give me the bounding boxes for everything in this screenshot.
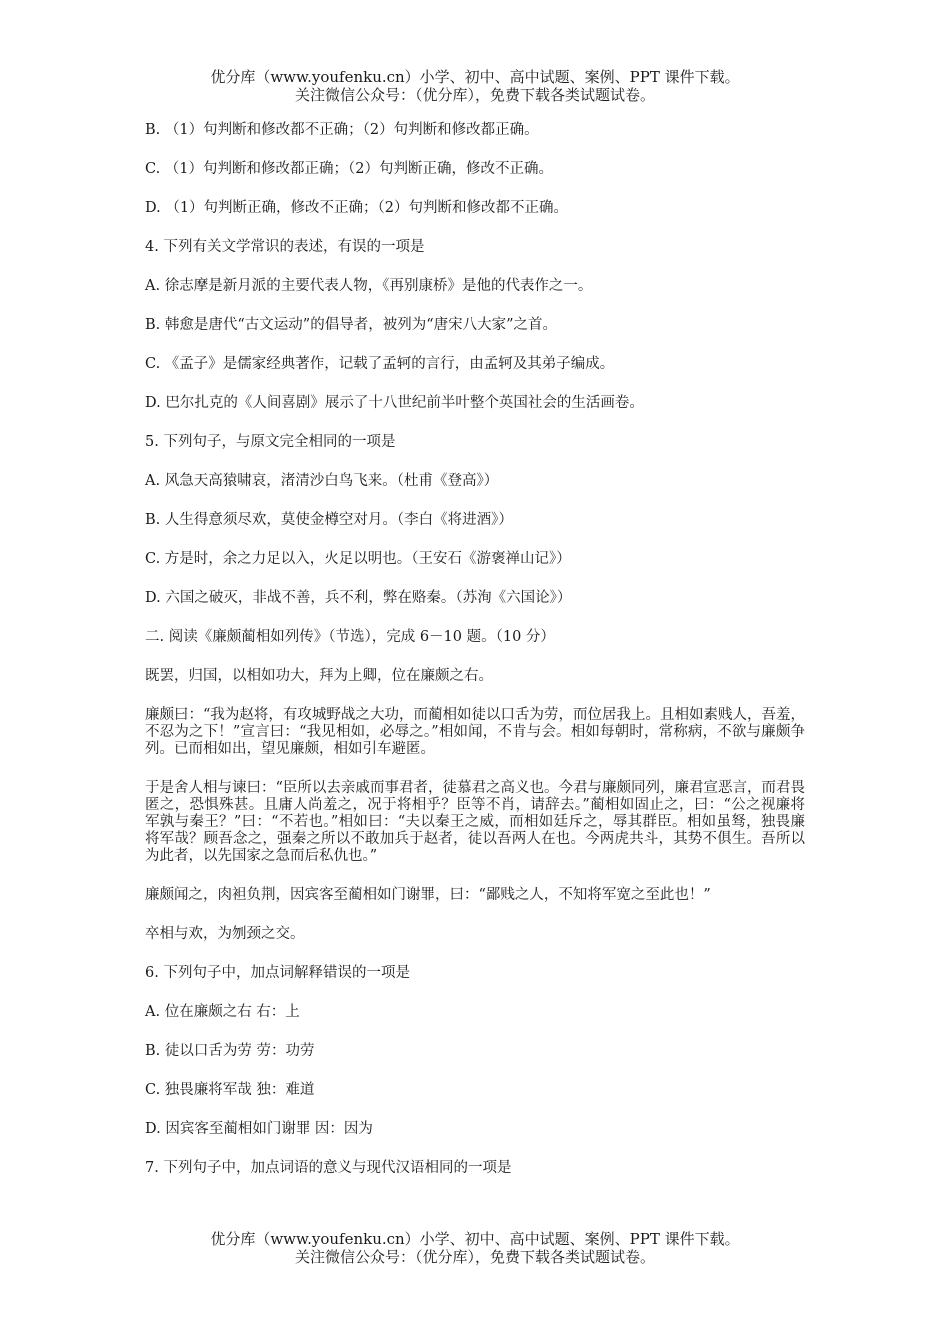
document-body	[145, 122, 805, 1199]
passage-paragraph-5: 卒相与欢，为刎颈之交。	[145, 926, 305, 942]
q3-option-d: D. （1）句判断正确，修改不正确；（2）句判断和修改都不正确。	[145, 200, 569, 216]
q5-option-b: B. 人生得意须尽欢，莫使金樽空对月。（李白《将进酒》）	[145, 512, 513, 528]
header-line-1: 优分库（www.youfenku.cn）小学、初中、高中试题、案例、PPT 课件下载。	[210, 68, 740, 86]
passage-paragraph-2: 廉颇曰：“我为赵将，有攻城野战之大功，而蔺相如徒以口舌为劳，而位居我上。且相如素贱人，吾羞，不忍为之下！”宣言曰：“我见相如，必辱之。”相如闻，不肯与会。相如每朝时，常称病，不欲与廉颇争列。已而相如出，望见廉颇，相如引车避匿。	[145, 707, 805, 757]
q6-option-c: C. 独畏廉将军哉 独：难道	[145, 1082, 315, 1098]
q4-option-c: C. 《孟子》是儒家经典著作，记载了孟轲的言行，由孟轲及其弟子编成。	[145, 356, 615, 372]
q6-option-a: A. 位在廉颇之右 右：上	[145, 1004, 300, 1020]
q5-option-d: D. 六国之破灭，非战不善，兵不利，弊在赂秦。（苏洵《六国论》）	[145, 590, 572, 606]
q4-option-a: A. 徐志摩是新月派的主要代表人物，《再别康桥》是他的代表作之一。	[145, 278, 593, 294]
q7-stem: 7. 下列句子中，加点词语的意义与现代汉语相同的一项是	[145, 1160, 512, 1176]
q5-stem: 5. 下列句子，与原文完全相同的一项是	[145, 434, 396, 450]
header-line-2: 关注微信公众号：（优分库），免费下载各类试题试卷。	[294, 86, 655, 104]
q6-stem: 6. 下列句子中，加点词解释错误的一项是	[145, 965, 410, 981]
q3-option-c: C. （1）句判断和修改都正确；（2）句判断正确，修改不正确。	[145, 161, 553, 177]
footer-line-1: 优分库（www.youfenku.cn）小学、初中、高中试题、案例、PPT 课件下载。	[210, 1230, 740, 1248]
q6-option-b: B. 徒以口舌为劳 劳：功劳	[145, 1043, 315, 1059]
q4-stem: 4. 下列有关文学常识的表述，有误的一项是	[145, 239, 425, 255]
q6-option-d: D. 因宾客至蔺相如门谢罪 因：因为	[145, 1121, 373, 1137]
section-2-title: 二. 阅读《廉颇蔺相如列传》（节选），完成 6－10 题。（10 分）	[145, 629, 555, 645]
q5-option-a: A. 风急天高猿啸哀，渚清沙白鸟飞来。（杜甫《登高》）	[145, 473, 499, 489]
passage-paragraph-1: 既罢，归国，以相如功大，拜为上卿，位在廉颇之右。	[145, 668, 493, 684]
q3-option-b: B. （1）句判断和修改都不正确；（2）句判断和修改都正确。	[145, 122, 539, 138]
q4-option-d: D. 巴尔扎克的《人间喜剧》展示了十八世纪前半叶整个英国社会的生活画卷。	[145, 395, 644, 411]
page-header	[0, 68, 950, 104]
footer-line-2: 关注微信公众号：（优分库），免费下载各类试题试卷。	[294, 1248, 655, 1266]
page-footer	[0, 1230, 950, 1266]
q4-option-b: B. 韩愈是唐代“古文运动”的倡导者，被列为“唐宋八大家”之首。	[145, 317, 558, 333]
passage-paragraph-3: 于是舍人相与谏曰：“臣所以去亲戚而事君者，徒慕君之高义也。今君与廉颇同列，廉君宣恶言，而君畏匿之，恐惧殊甚。且庸人尚羞之，况于将相乎？臣等不肖，请辞去。”蔺相如固止之，曰：“公之视廉将军孰与秦王？”曰：“不若也。”相如曰：“夫以秦王之威，而相如廷斥之，辱其群臣。相如虽驽，独畏廉将军哉？顾吾念之，强秦之所以不敢加兵于赵者，徒以吾两人在也。今两虎共斗，其势不俱生。吾所以为此者，以先国家之急而后私仇也。”	[145, 780, 805, 864]
passage-paragraph-4: 廉颇闻之，肉袒负荆，因宾客至蔺相如门谢罪，曰：“鄙贱之人，不知将军宽之至此也！”	[145, 887, 711, 903]
q5-option-c: C. 方是时，余之力足以入，火足以明也。（王安石《游褒禅山记》）	[145, 551, 571, 567]
